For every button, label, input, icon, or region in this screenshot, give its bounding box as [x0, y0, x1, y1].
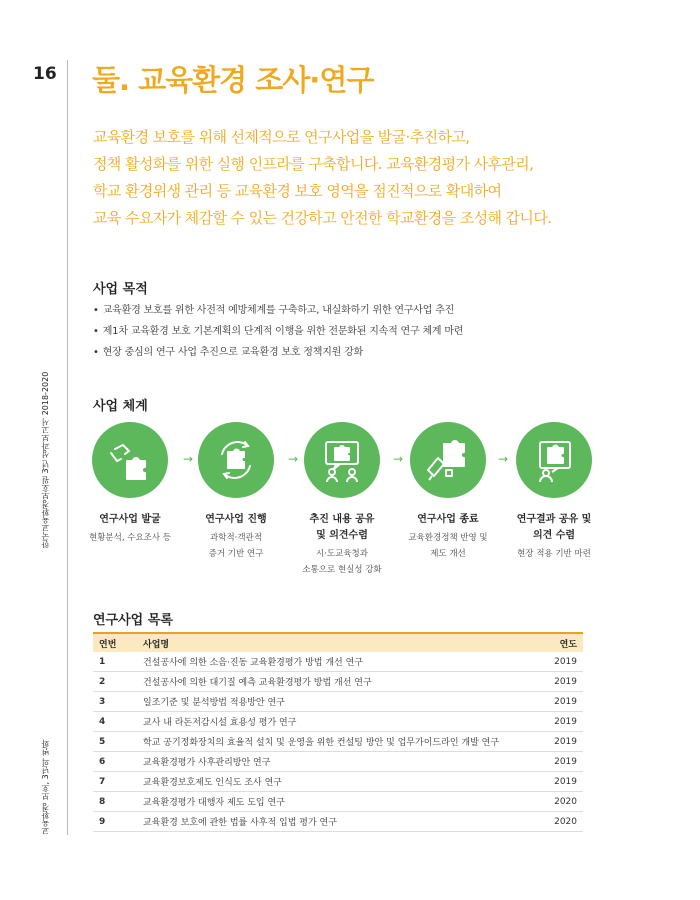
system-heading: 사업 체계 [93, 399, 148, 414]
puzzle-board-icon [516, 422, 592, 498]
row-project-name: 교육환경 보호에 관한 법률 사후적 입법 평가 연구 [137, 812, 531, 832]
row-year: 2019 [531, 692, 583, 712]
purpose-item: • 제1차 교육환경 보호 기본계획의 단계적 이행을 위한 전문화된 지속적 연구 체계 마련 [93, 321, 593, 342]
row-project-name: 교사 내 라돈저감시설 효용성 평가 연구 [137, 712, 531, 732]
table-row [93, 692, 583, 712]
row-project-name: 교육환경평가 사후관리방안 연구 [137, 752, 531, 772]
row-year: 2020 [531, 792, 583, 812]
table-row [93, 792, 583, 812]
arrow-right-icon: → [393, 452, 404, 466]
process-step [398, 422, 498, 562]
step-title-line: 연구결과 공유 및 [516, 514, 592, 525]
step-title-line: 및 의견수렴 [316, 530, 368, 541]
process-step [292, 422, 392, 578]
intro-line: 학교 환경위생 관리 등 교육환경 보호 영역을 점진적으로 확대하여 [93, 182, 502, 200]
puzzle-complete-icon [410, 422, 486, 498]
step-title-line: 의견 수렴 [532, 530, 576, 541]
row-number: 9 [93, 812, 137, 832]
puzzle-cycle-icon [198, 422, 274, 498]
people-discussion-icon [304, 422, 380, 498]
step-desc-line: 시·도교육청과 [316, 549, 368, 559]
step-desc-line: 제도 개선 [430, 549, 466, 559]
purpose-heading: 사업 목적 [93, 282, 148, 297]
arrow-right-icon: → [288, 452, 299, 466]
process-step [186, 422, 286, 562]
row-number: 7 [93, 772, 137, 792]
table-row [93, 772, 583, 792]
step-desc-line: 현황분석, 수요조사 등 [88, 533, 171, 543]
process-flow [80, 422, 620, 592]
step-desc-line: 교육환경정책 반영 및 [408, 533, 488, 543]
hand-puzzle-icon [92, 422, 168, 498]
table-row [93, 652, 583, 672]
step-title-line: 연구사업 발굴 [99, 514, 161, 525]
table-row [93, 752, 583, 772]
side-section-title: 교육환경 보호, 3년의 변화 [41, 739, 50, 835]
step-desc-line: 증거 기반 연구 [208, 549, 264, 559]
step-desc-line: 과학적·객관적 [210, 533, 262, 543]
intro-line: 교육 수요자가 체감할 수 있는 건강하고 안전한 학교환경을 조성해 갑니다. [93, 209, 552, 227]
row-year: 2019 [531, 732, 583, 752]
row-year: 2019 [531, 652, 583, 672]
row-project-name: 건설공사에 의한 대기질 예측 교육환경평가 방법 개선 연구 [137, 672, 531, 692]
step-title-line: 추진 내용 공유 [309, 514, 375, 525]
intro-line: 교육환경 보호를 위해 선제적으로 연구사업을 발굴·추진하고, [93, 128, 470, 146]
table-row [93, 712, 583, 732]
row-year: 2019 [531, 752, 583, 772]
table-row [93, 812, 583, 832]
purpose-item: • 교육환경 보호를 위한 사전적 예방체계를 구축하고, 내실화하기 위한 연구사업 추진 [93, 300, 593, 321]
row-number: 5 [93, 732, 137, 752]
page-title: 둘. 교육환경 조사·연구 [92, 63, 374, 97]
row-number: 1 [93, 652, 137, 672]
column-header-no: 연번 [93, 633, 137, 652]
row-project-name: 교육환경평가 대행자 제도 도입 연구 [137, 792, 531, 812]
column-header-year: 연도 [531, 633, 583, 652]
arrow-right-icon: → [498, 452, 509, 466]
purpose-item: • 현장 중심의 연구 사업 추진으로 교육환경 보호 정책지원 강화 [93, 342, 593, 363]
row-number: 8 [93, 792, 137, 812]
step-desc-line: 현장 적용 기반 마련 [517, 549, 591, 559]
purpose-list [93, 300, 593, 363]
column-header-name: 사업명 [137, 633, 531, 652]
table-row [93, 672, 583, 692]
row-year: 2020 [531, 812, 583, 832]
intro-line: 정책 활성화를 위한 실행 인프라를 구축합니다. 교육환경평가 사후관리, [93, 155, 534, 173]
table-header-row [93, 633, 583, 652]
row-project-name: 일조기준 및 분석방법 적용방안 연구 [137, 692, 531, 712]
intro-paragraph [93, 124, 613, 232]
page-number: 16 [33, 64, 57, 84]
project-table [93, 632, 583, 832]
table-row [93, 732, 583, 752]
row-year: 2019 [531, 712, 583, 732]
step-title-line: 연구사업 진행 [205, 514, 267, 525]
side-running-title: 한국교육환경보호원 3년 성과보고서 2018-2020 [41, 371, 50, 549]
row-project-name: 건설공사에 의한 소음·진동 교육환경평가 방법 개선 연구 [137, 652, 531, 672]
row-year: 2019 [531, 772, 583, 792]
process-step [504, 422, 604, 562]
process-step [80, 422, 180, 546]
row-number: 6 [93, 752, 137, 772]
step-desc-line: 소통으로 현실성 강화 [302, 565, 382, 575]
row-number: 2 [93, 672, 137, 692]
list-heading: 연구사업 목록 [93, 613, 173, 628]
row-project-name: 교육환경보호제도 인식도 조사 연구 [137, 772, 531, 792]
row-number: 3 [93, 692, 137, 712]
step-title-line: 연구사업 종료 [417, 514, 479, 525]
vertical-divider [67, 60, 68, 835]
row-year: 2019 [531, 672, 583, 692]
arrow-right-icon: → [183, 452, 194, 466]
row-number: 4 [93, 712, 137, 732]
row-project-name: 학교 공기정화장치의 효율적 설치 및 운영을 위한 컨설팅 방안 및 업무가이드라인 개발 연구 [137, 732, 531, 752]
